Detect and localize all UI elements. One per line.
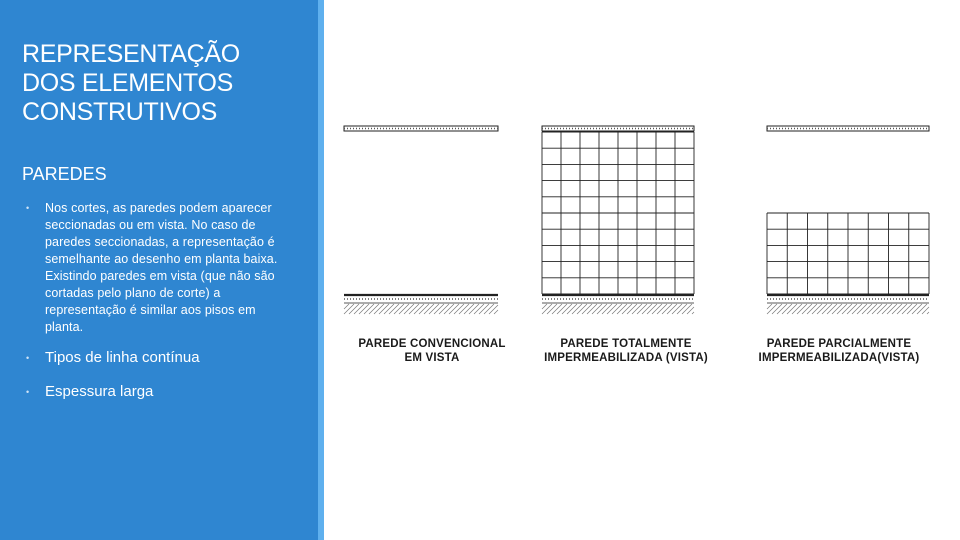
ceiling-slab [344,126,498,131]
caption-line: IMPERMEABILIZADA(VISTA) [758,352,920,364]
bullet-marker: • [26,203,30,213]
caption-line: PAREDE PARCIALMENTE [766,338,912,350]
ground-hatch [344,304,498,314]
panel-edge-accent [318,0,324,540]
slide-title-line: CONSTRUTIVOS [22,98,218,126]
bullet-marker: • [26,387,30,397]
bullet-text: Espessura larga [45,383,154,400]
caption-line: EM VISTA [404,352,460,364]
bullet-text: Nos cortes, as paredes podem aparecer seccionadas ou em vista. No caso de paredes seccionadas, a representação é semelhante ao desenho em planta baixa. Existindo paredes em vista (que não são cortadas pelo plano de corte) a representação é similar aos pisos em planta. [45,201,278,334]
section-heading: PAREDES [22,164,107,184]
caption-fully-waterproofed-wall [530,337,722,365]
caption-conventional-wall [344,337,520,365]
ground-hatch [767,304,929,314]
bullet-marker: • [26,353,30,363]
ground-hatch [542,304,694,314]
wall-drawings-svg [330,110,950,330]
wall-tile-grid [767,213,929,294]
caption-partially-waterproofed-wall [746,337,932,365]
slide-title-line: REPRESENTAÇÃO [22,40,240,68]
wall-tile-grid [542,132,694,294]
caption-line: PAREDE CONVENCIONAL [358,338,506,350]
caption-line: PAREDE TOTALMENTE [560,338,692,350]
left-text-panel [0,0,318,540]
bullet-item [22,382,294,402]
bullet-text: Tipos de linha contínua [45,349,200,366]
caption-line: IMPERMEABILIZADA (VISTA) [544,352,708,364]
wall-drawings-figure [330,110,950,380]
bullet-item [22,348,294,368]
bullet-list [22,200,294,402]
slide-title-line: DOS ELEMENTOS [22,69,233,97]
bullet-item [22,200,294,336]
slide-title [22,40,312,127]
